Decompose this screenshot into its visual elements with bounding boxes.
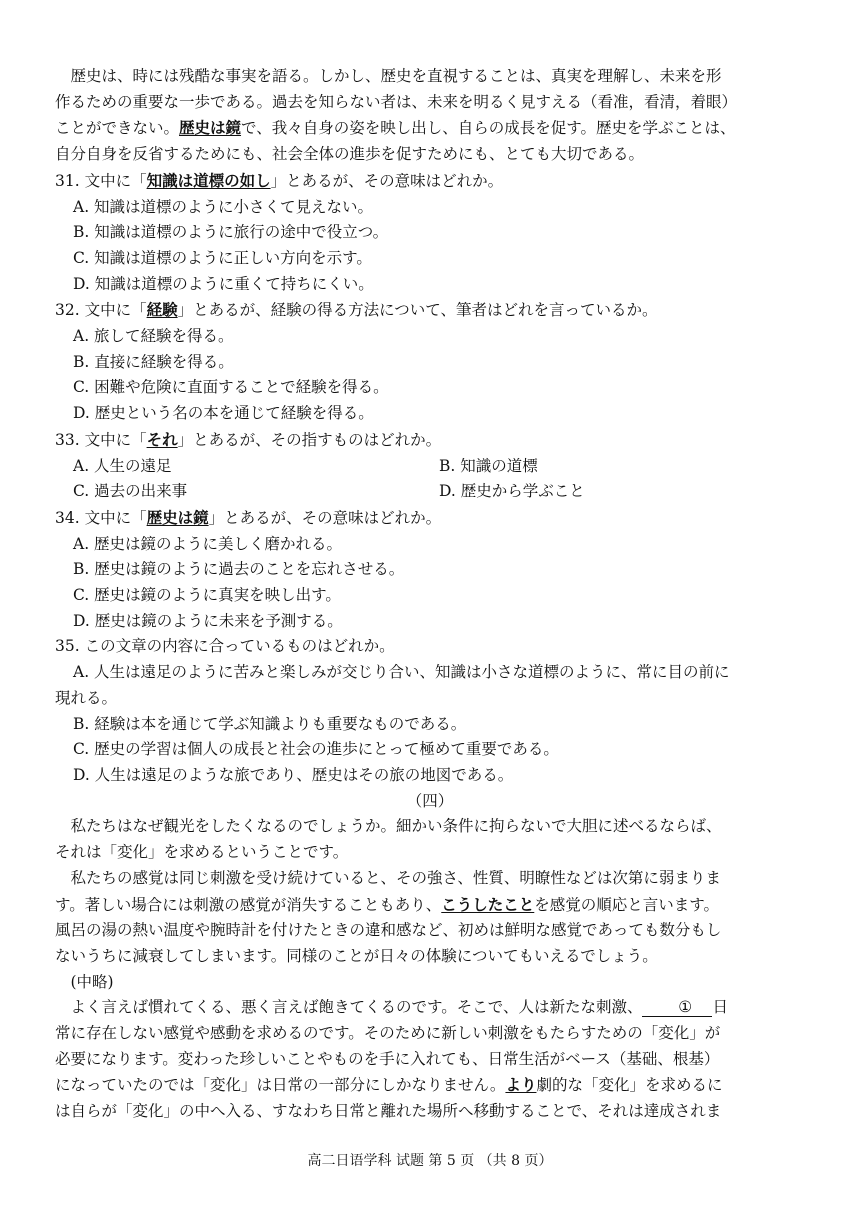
paragraph-line: よく言えば慣れてくる、悪く言えば飽きてくるのです。そこで、人は新たな刺激、 ① 日 [70,998,728,1017]
answer-option: A. 知識は道標のように小さくて見えない。 [73,197,374,216]
paragraph-line: 必要になります。変わった珍しいことやものを手に入れても、日常生活がベース（基础、根基） [55,1049,720,1068]
paragraph-line: ことができない。歴史は鏡で、我々自身の姿を映し出し、自らの成長を促す。歴史を学ぶことは、 [55,118,736,138]
answer-option: A. 旅して経験を得る。 [73,327,234,346]
answer-option: D. 歴史という名の本を通じて経験を得る。 [73,404,374,423]
document-page [55,64,805,1125]
question-33 [55,427,805,505]
answer-option: A. 人生の遠足 [73,456,172,475]
blank-1: ① [642,998,712,1017]
answer-option: B. 直接に経験を得る。 [73,352,234,371]
paragraph-line: になっていたのでは「変化」は日常の一部分にしかなりません。より劇的な「変化」を求めるに [55,1075,723,1095]
answer-option: B. 知識は道標のように旅行の途中で役立つ。 [73,223,389,242]
answer-option: C. 過去の出来事 [73,482,188,501]
question-stem: 33. 文中に「それ」とあるが、その指すものはどれか。 [55,429,442,449]
answer-option: D. 知識は道標のように重くて持ちにくい。 [73,274,374,293]
answer-option: C. 知識は道標のように正しい方向を示す。 [73,248,372,267]
answer-option: A. 歴史は鏡のように美しく磨かれる。 [73,534,343,553]
paragraph-line: 常に存在しない感覚や感動を求めるのです。そのために新しい刺激をもたらすための「変化」が [55,1024,721,1043]
question-31 [55,168,805,298]
underlined-phrase: 歴史は鏡 [179,118,242,138]
answer-option: C. 歴史は鏡のように真実を映し出す。 [73,586,341,605]
paragraph-line: 自分自身を反省するためにも、社会全体の進歩を促すためにも、とても大切である。 [55,145,645,164]
section-4 [55,789,805,1125]
underlined-phrase: 経験 [146,300,178,320]
underlined-phrase: 知識は道標の如し [146,170,271,190]
answer-option: B. 知識の道標 [439,456,538,475]
paragraph-line: 私たちはなぜ観光をしたくなるのでしょうか。細かい条件に拘らないで大胆に述べるならば、 [70,817,722,836]
paragraph-line: 私たちの感覚は同じ刺激を受け続けていると、その強さ、性質、明瞭性などは次第に弱まりま [70,868,721,887]
page-footer: 高二日语学科 试题 第 5 页 （共 8 页） [307,1153,553,1169]
paragraph-line: 作るための重要な一歩である。過去を知らない者は、未来を明るく見すえる（看准，看清，着眼） [55,92,738,111]
paragraph-line: す。著しい場合には刺激の感覚が消失することもあり、こうしたことを感覚の順応と言います。 [55,894,720,914]
underlined-phrase: それ [146,429,178,449]
paragraph-line: 風呂の湯の熱い温度や腕時計を付けたときの違和感など、初めは鮮明な感覚であっても数分もし [55,921,722,940]
answer-option: C. 歴史の学習は個人の成長と社会の進歩にとって極めて重要である。 [73,740,559,759]
answer-option: B. 歴史は鏡のように過去のことを忘れさせる。 [73,560,405,579]
answer-option: D. 歴史は鏡のように未来を予測する。 [73,611,343,630]
question-stem: 34. 文中に「歴史は鏡」とあるが、その意味はどれか。 [55,507,442,527]
answer-option: D. 歴史から学ぶこと [439,482,585,501]
question-stem: 32. 文中に「経験」とあるが、経験の得る方法について、筆者はどれを言っているか。 [55,300,658,320]
answer-option-row [55,479,805,505]
paragraph-line: 歴史は、時には残酷な事実を語る。しかし、歴史を直視することは、真実を理解し、未来を形 [70,67,722,85]
answer-option: A. 人生は遠足のように苦みと楽しみが交じり合い、知識は小さな道標のように、常に目の前に [73,663,730,682]
question-34 [55,505,805,635]
paragraph-line: それは「変化」を求めるということです。 [55,843,349,862]
paragraph-line: ないうちに減衰してしまいます。同様のことが日々の体験についてもいえるでしょう。 [55,946,658,965]
passage-history [55,64,805,168]
underlined-phrase: こうしたこと [441,894,535,914]
question-32 [55,297,805,427]
question-stem: 31. 文中に「知識は道標の如し」とあるが、その意味はどれか。 [55,170,504,190]
paragraph-line: は自らが「変化」の中へ入る、すなわち日常と離れた場所へ移動することで、それは達成されま [55,1102,722,1121]
answer-option-row [55,454,805,480]
underlined-phrase: 歴史は鏡 [146,507,209,527]
answer-option: B. 経験は本を通じて学ぶ知識よりも重要なものである。 [73,714,467,733]
section-heading: （四） [406,791,454,810]
question-stem: 35. この文章の内容に合っているものはどれか。 [55,637,395,656]
answer-option-continued: 現れる。 [55,688,118,707]
underlined-phrase: より [505,1075,537,1095]
answer-option: C. 困難や危険に直面することで経験を得る。 [73,378,389,397]
question-35 [55,634,805,788]
omission-marker: (中略) [70,972,114,991]
answer-option: D. 人生は遠足のような旅であり、歴史はその旅の地図である。 [73,765,514,784]
